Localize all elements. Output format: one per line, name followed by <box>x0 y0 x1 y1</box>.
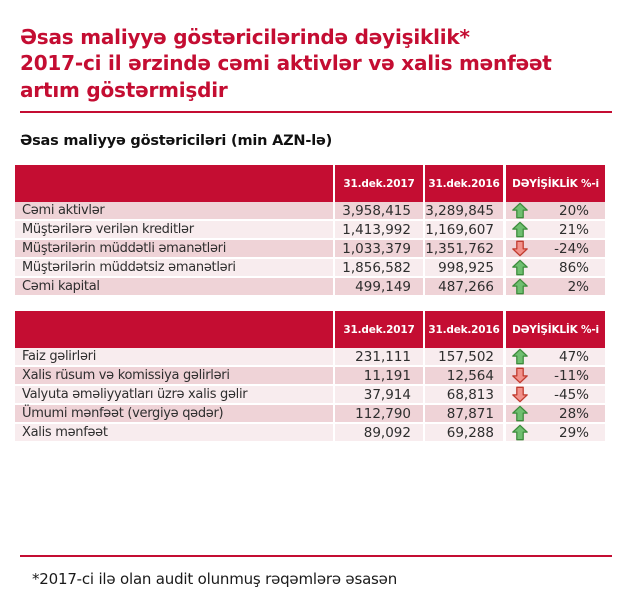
balance-indicators-table <box>15 165 607 297</box>
row-label: Müştərilərin müddətsiz əmanətləri <box>15 259 333 278</box>
value-2016: 1,351,762 <box>423 240 503 259</box>
change-direction <box>512 386 528 403</box>
change-cell <box>503 240 605 259</box>
footnote: *2017-ci ilə olan audit olunmuş rəqəmlərə əsasən <box>32 570 398 588</box>
column-header: 31.dek.2017 <box>333 165 423 202</box>
value-2017: 112,790 <box>333 405 423 424</box>
row-label: Müştərilərə verilən kreditlər <box>15 221 333 240</box>
slide <box>0 24 620 600</box>
row-label: Faiz gəlirləri <box>15 348 333 367</box>
down-arrow-icon <box>512 386 528 403</box>
table-row <box>15 424 607 443</box>
change-cell <box>503 367 605 386</box>
row-label: Xalis mənfəət <box>15 424 333 443</box>
tables-area <box>15 165 607 443</box>
table-row <box>15 367 607 386</box>
up-arrow-icon <box>512 348 528 365</box>
change-cell <box>503 405 605 424</box>
column-header: 31.dek.2017 <box>333 311 423 348</box>
page-title <box>20 24 600 103</box>
up-arrow-icon <box>512 259 528 276</box>
change-cell <box>503 202 605 221</box>
page-title-line-3: artım göstərmişdir <box>20 77 228 102</box>
page-title-line-2: 2017-ci il ərzində cəmi aktivlər və xalis mənfəət <box>20 51 552 76</box>
column-header-label <box>15 311 333 348</box>
change-cell <box>503 348 605 367</box>
value-2017: 11,191 <box>333 367 423 386</box>
page-title-line-1: Əsas maliyyə göstəricilərində dəyişiklik* <box>20 25 470 49</box>
row-label: Xalis rüsum və komissiya gəlirləri <box>15 367 333 386</box>
change-cell <box>503 259 605 278</box>
change-direction <box>512 405 528 422</box>
change-direction <box>512 202 528 219</box>
change-percent: 29% <box>558 424 589 441</box>
value-2016: 487,266 <box>423 278 503 297</box>
up-arrow-icon <box>512 202 528 219</box>
title-divider <box>20 111 612 113</box>
value-2017: 1,413,992 <box>333 221 423 240</box>
footnote-divider <box>20 555 612 557</box>
change-direction <box>512 424 528 441</box>
value-2017: 1,033,379 <box>333 240 423 259</box>
change-direction <box>512 278 528 295</box>
down-arrow-icon <box>512 367 528 384</box>
value-2017: 231,111 <box>333 348 423 367</box>
table-row <box>15 202 607 221</box>
change-direction <box>512 259 528 276</box>
row-label: Valyuta əməliyyatları üzrə xalis gəlir <box>15 386 333 405</box>
change-direction <box>512 367 528 384</box>
column-header: 31.dek.2016 <box>423 165 503 202</box>
value-2016: 998,925 <box>423 259 503 278</box>
column-header: DƏYİŞİKLİK %-i <box>503 165 605 202</box>
value-2016: 3,289,845 <box>423 202 503 221</box>
change-percent: 86% <box>558 259 589 276</box>
change-cell <box>503 278 605 297</box>
up-arrow-icon <box>512 405 528 422</box>
table-row <box>15 386 607 405</box>
change-percent: 28% <box>558 405 589 422</box>
change-cell <box>503 221 605 240</box>
table-row <box>15 278 607 297</box>
table-row <box>15 348 607 367</box>
table-row <box>15 259 607 278</box>
value-2016: 68,813 <box>423 386 503 405</box>
table-row <box>15 405 607 424</box>
change-cell <box>503 386 605 405</box>
change-percent: -24% <box>554 240 589 257</box>
change-percent: -11% <box>554 367 589 384</box>
up-arrow-icon <box>512 424 528 441</box>
table-row <box>15 240 607 259</box>
down-arrow-icon <box>512 240 528 257</box>
change-percent: -45% <box>554 386 589 403</box>
column-header: DƏYİŞİKLİK %-i <box>503 311 605 348</box>
column-header-label <box>15 165 333 202</box>
change-percent: 2% <box>567 278 589 295</box>
row-label: Cəmi kapital <box>15 278 333 297</box>
value-2016: 157,502 <box>423 348 503 367</box>
table-row <box>15 221 607 240</box>
value-2016: 12,564 <box>423 367 503 386</box>
change-percent: 20% <box>558 202 589 219</box>
change-direction <box>512 348 528 365</box>
up-arrow-icon <box>512 278 528 295</box>
value-2016: 87,871 <box>423 405 503 424</box>
value-2017: 3,958,415 <box>333 202 423 221</box>
value-2017: 499,149 <box>333 278 423 297</box>
value-2016: 1,169,607 <box>423 221 503 240</box>
table-header-row <box>15 165 607 202</box>
value-2017: 1,856,582 <box>333 259 423 278</box>
row-label: Ümumi mənfəət (vergiyə qədər) <box>15 405 333 424</box>
value-2017: 89,092 <box>333 424 423 443</box>
change-direction <box>512 221 528 238</box>
change-direction <box>512 240 528 257</box>
change-percent: 47% <box>558 348 589 365</box>
row-label: Cəmi aktivlər <box>15 202 333 221</box>
change-cell <box>503 424 605 443</box>
up-arrow-icon <box>512 221 528 238</box>
value-2016: 69,288 <box>423 424 503 443</box>
income-indicators-table <box>15 311 607 443</box>
row-label: Müştərilərin müddətli əmanətləri <box>15 240 333 259</box>
column-header: 31.dek.2016 <box>423 311 503 348</box>
section-subtitle: Əsas maliyyə göstəriciləri (min AZN-lə) <box>20 133 333 150</box>
change-percent: 21% <box>558 221 589 238</box>
value-2017: 37,914 <box>333 386 423 405</box>
table-header-row <box>15 311 607 348</box>
